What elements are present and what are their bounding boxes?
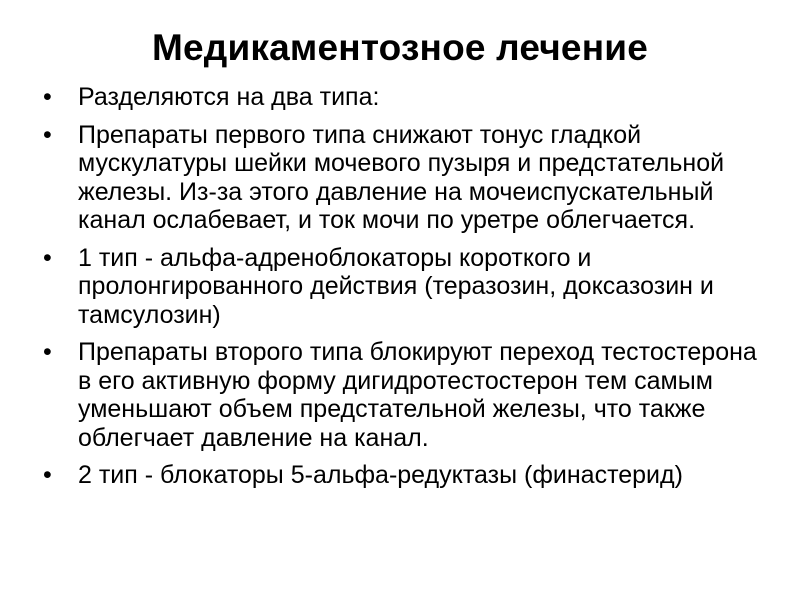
bullet-item-first-type-drugs bbox=[40, 244, 760, 330]
bullet-item-second-type-drugs bbox=[40, 461, 760, 490]
bullet-text: 2 тип - блокаторы 5-альфа-редуктазы (финастерид) bbox=[78, 461, 683, 489]
bullet-text: 1 тип - альфа-адреноблокаторы короткого и пролонгированного действия (теразозин, доксазозин и тамсулозин) bbox=[78, 243, 714, 329]
bullet-icon: • bbox=[43, 338, 52, 366]
bullet-item-types bbox=[40, 83, 760, 112]
bullet-icon: • bbox=[43, 461, 52, 489]
slide-title: Медикаментозное лечение bbox=[152, 27, 648, 68]
bullet-icon: • bbox=[43, 120, 52, 149]
bullet-item-first-type-description bbox=[40, 121, 760, 235]
bullet-list bbox=[40, 83, 760, 499]
bullet-icon: • bbox=[43, 243, 52, 272]
bullet-text: Препараты первого типа снижают тонус гладкой мускулатуры шейки мочевого пузыря и предстательной железы. Из-за этого давление на мочеиспускательный канал ослабевает, и ток мочи по уретре облегчается. bbox=[78, 120, 725, 234]
bullet-item-second-type-description bbox=[40, 338, 760, 452]
bullet-text: Разделяются на два типа: bbox=[78, 83, 380, 111]
bullet-text: Препараты второго типа блокируют переход тестостерона в его активную форму дигидротестостерон тем самым уменьшают объем предстательной железы, что также облегчает давление на канал. bbox=[78, 338, 757, 452]
bullet-icon: • bbox=[43, 83, 52, 111]
